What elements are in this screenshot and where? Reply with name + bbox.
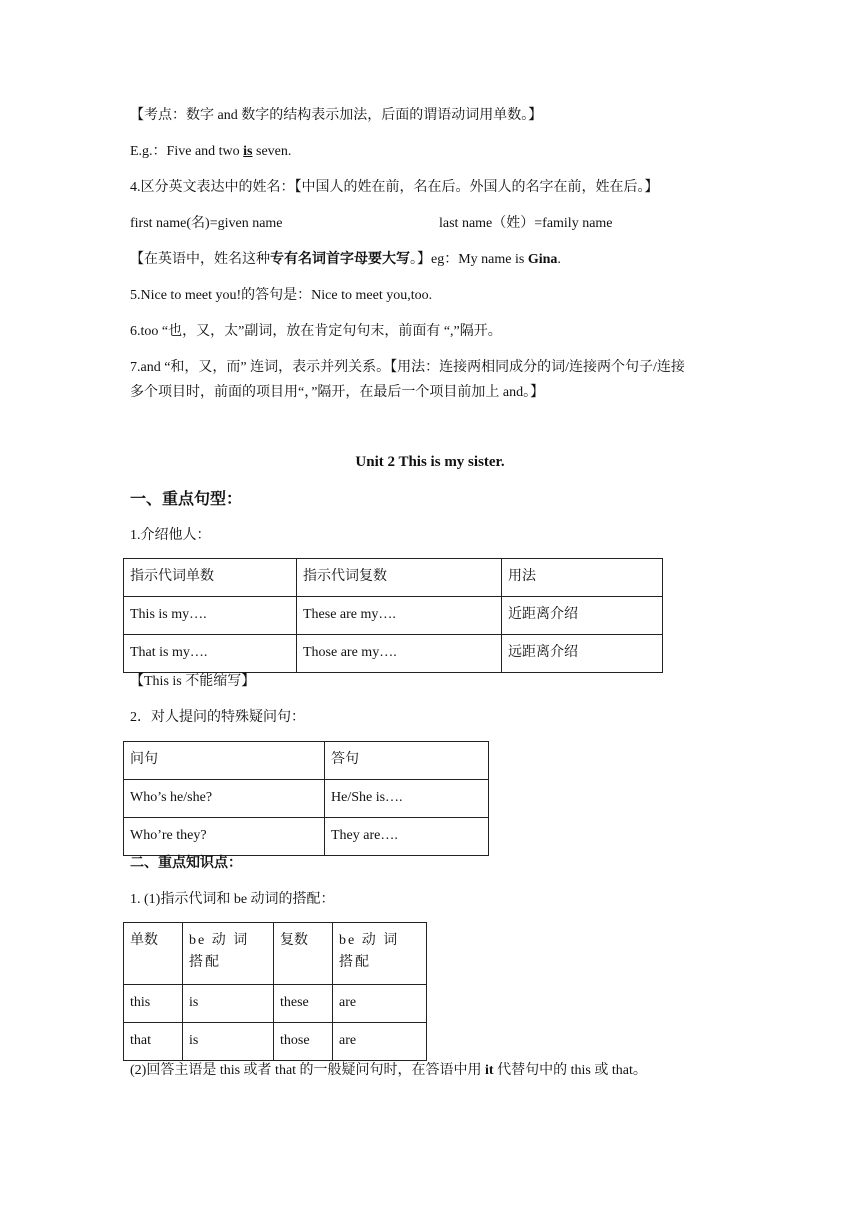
table-cell: That is my…. bbox=[124, 635, 297, 673]
table-header: 单数 bbox=[124, 923, 183, 985]
sentence-1-title: 1.介绍他人： bbox=[130, 528, 211, 543]
table-header: be 动 词 搭配 bbox=[333, 923, 427, 985]
caps-end: . bbox=[557, 252, 561, 267]
knowledge-2 bbox=[130, 1061, 647, 1081]
table-cell: He/She is…. bbox=[325, 780, 489, 818]
k2-post: 代替句中的 this 或 that。 bbox=[493, 1063, 647, 1078]
table-cell: these bbox=[274, 985, 333, 1023]
table-cell: These are my…. bbox=[297, 597, 502, 635]
question-table bbox=[123, 741, 489, 856]
example-text-end: seven. bbox=[252, 144, 292, 159]
table-cell: 远距离介绍 bbox=[502, 635, 663, 673]
sentence-2-title: 2．对人提问的特殊疑问句： bbox=[130, 710, 305, 725]
table-cell: Those are my…. bbox=[297, 635, 502, 673]
table-header: 答句 bbox=[325, 742, 489, 780]
k2-pre: (2)回答主语是 this 或者 that 的一般疑问句时，在答语中用 bbox=[130, 1063, 486, 1078]
capitalization-note bbox=[130, 250, 561, 270]
caps-name: Gina bbox=[527, 252, 558, 267]
table-header: 指示代词复数 bbox=[297, 559, 502, 597]
section-2-heading: 二、重点知识点： bbox=[130, 856, 242, 871]
point-7-line-2: 多个项目时，前面的项目用“，”隔开，在最后一个项目前加上 and。】 bbox=[130, 385, 545, 400]
table-cell: 近距离介绍 bbox=[502, 597, 663, 635]
table-cell: those bbox=[274, 1023, 333, 1061]
example-sentence bbox=[130, 142, 291, 162]
k2-it: it bbox=[485, 1063, 494, 1078]
point-6: 6.too “也，又，太”副词，放在肯定句句末，前面有 “,”隔开。 bbox=[130, 324, 502, 339]
table-header: be 动 词 搭配 bbox=[183, 923, 274, 985]
table-cell: are bbox=[333, 985, 427, 1023]
table-header: 用法 bbox=[502, 559, 663, 597]
table-cell: are bbox=[333, 1023, 427, 1061]
point-5: 5.Nice to meet you!的答句是：Nice to meet you,too. bbox=[130, 288, 433, 303]
be-verb-table bbox=[123, 922, 427, 1061]
table-cell: Who’s he/she? bbox=[124, 780, 325, 818]
caps-mid: 。】eg：My name is bbox=[410, 252, 528, 267]
table-header: 指示代词单数 bbox=[124, 559, 297, 597]
table-cell: Who’re they? bbox=[124, 818, 325, 856]
exam-point-note: 【考点：数字 and 数字的结构表示加法，后面的谓语动词用单数。】 bbox=[130, 108, 543, 123]
last-name-def: last name（姓）=family name bbox=[439, 216, 613, 231]
point-4: 4.区分英文表达中的姓名：【中国人的姓在前，名在后。外国人的名字在前，姓在后。】 bbox=[130, 180, 659, 195]
caps-bold: 专有名词首字母要大写 bbox=[270, 252, 410, 267]
caps-pre: 【在英语中，姓名这种 bbox=[130, 252, 270, 267]
point-7-line-1: 7.and “和，又，而” 连词，表示并列关系。【用法：连接两相同成分的词/连接两个句子/连接 bbox=[130, 360, 685, 375]
example-verb: is bbox=[243, 144, 253, 159]
table-cell: This is my…. bbox=[124, 597, 297, 635]
knowledge-1-title: 1. (1)指示代词和 be 动词的搭配： bbox=[130, 892, 335, 907]
introduce-table bbox=[123, 558, 663, 673]
note-this-is: 【This is 不能缩写】 bbox=[130, 674, 256, 689]
table-cell: They are…. bbox=[325, 818, 489, 856]
unit-title: Unit 2 This is my sister. bbox=[355, 454, 505, 470]
table-cell: this bbox=[124, 985, 183, 1023]
table-header: 问句 bbox=[124, 742, 325, 780]
example-text: E.g.：Five and two bbox=[130, 144, 244, 159]
table-cell: is bbox=[183, 985, 274, 1023]
table-header: 复数 bbox=[274, 923, 333, 985]
first-name-def: first name(名)=given name bbox=[130, 216, 283, 231]
section-1-heading: 一、重点句型： bbox=[130, 491, 243, 508]
table-cell: is bbox=[183, 1023, 274, 1061]
table-cell: that bbox=[124, 1023, 183, 1061]
